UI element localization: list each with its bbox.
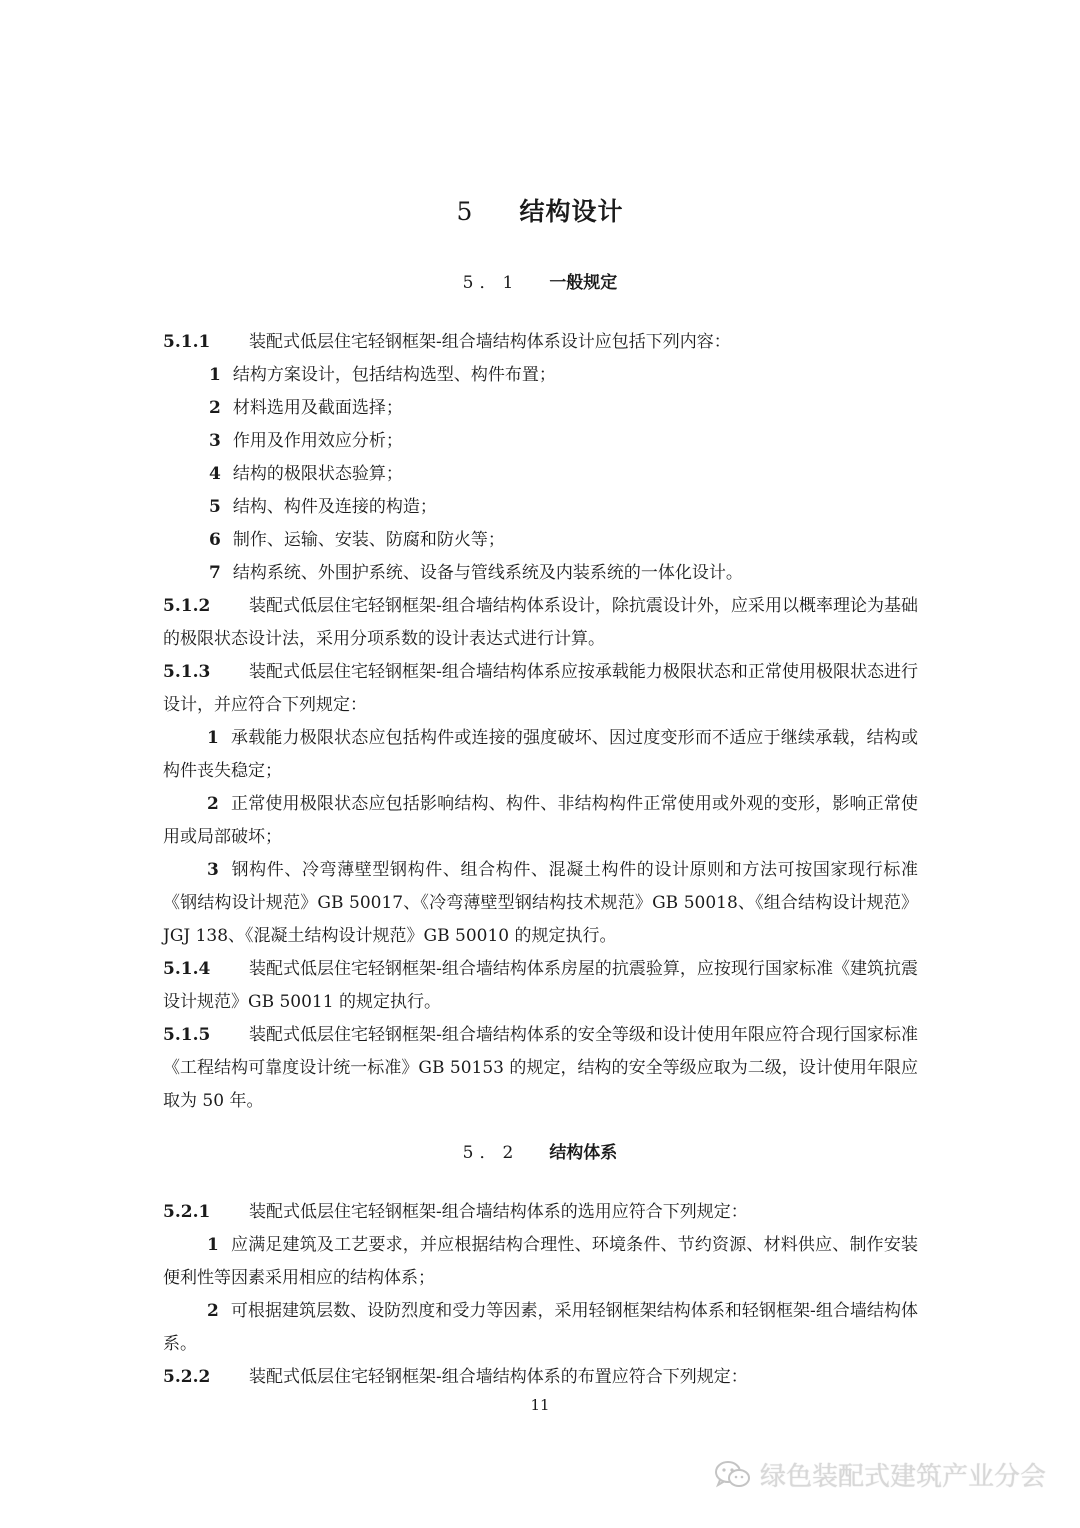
item-text: 应满足建筑及工艺要求，并应根据结构合理性、环境条件、节约资源、材料供应、制作安装便利性等因素采用相应的结构体系； — [163, 1235, 918, 1288]
item-number: 6 — [209, 530, 221, 550]
clause-number: 5.1.1 — [163, 332, 211, 352]
list-item — [163, 1295, 918, 1361]
item-text: 结构方案设计，包括结构选型、构件布置； — [232, 365, 556, 385]
clause-text: 装配式低层住宅轻钢框架-组合墙结构体系设计，除抗震设计外，应采用以概率理论为基础的极限状态设计法，采用分项系数的设计表达式进行计算。 — [163, 596, 918, 649]
watermark-text: 绿色装配式建筑产业分会 — [759, 1462, 1046, 1492]
item-number: 3 — [207, 860, 219, 880]
item-text: 材料选用及截面选择； — [232, 398, 403, 418]
clause-5-1-1 — [163, 326, 918, 359]
clause-text: 装配式低层住宅轻钢框架-组合墙结构体系房屋的抗震验算，应按现行国家标准《建筑抗震设计规范》GB 50011 的规定执行。 — [163, 959, 918, 1012]
list-item — [163, 425, 918, 458]
item-text: 作用及作用效应分析； — [232, 431, 403, 451]
list-item — [163, 359, 918, 392]
section-title-text: 结构体系 — [549, 1143, 618, 1163]
item-text: 结构的极限状态验算； — [232, 464, 403, 484]
chapter-number: 5 — [456, 197, 474, 226]
clause-5-1-3 — [163, 656, 918, 722]
item-text: 钢构件、冷弯薄壁型钢构件、组合构件、混凝土构件的设计原则和方法可按国家现行标准《钢结构设计规范》GB 50017、《冷弯薄壁型钢结构技术规范》GB 50018、《组合结构设计规范》JGJ 138、《混凝土结构设计规范》GB 50010 的规定执行。 — [163, 860, 918, 946]
section-title-5-1 — [0, 268, 1080, 293]
wechat-icon — [714, 1459, 752, 1491]
clause-number: 5.2.1 — [163, 1202, 211, 1222]
item-number: 1 — [207, 728, 219, 748]
item-text: 正常使用极限状态应包括影响结构、构件、非结构构件正常使用或外观的变形，影响正常使用或局部破坏； — [163, 794, 918, 847]
item-number: 5 — [209, 497, 221, 517]
item-number: 4 — [209, 464, 221, 484]
clause-5-2-1 — [163, 1196, 918, 1229]
item-text: 结构系统、外围护系统、设备与管线系统及内装系统的一体化设计。 — [232, 563, 743, 583]
clause-number: 5.1.4 — [163, 959, 211, 979]
clause-number: 5.1.5 — [163, 1025, 211, 1045]
clause-5-1-2 — [163, 590, 918, 656]
section-5-2-body — [163, 1196, 918, 1394]
item-number: 7 — [209, 563, 221, 583]
clause-number: 5.1.2 — [163, 596, 211, 616]
item-number: 1 — [209, 365, 221, 385]
list-item — [163, 854, 918, 953]
list-item — [163, 392, 918, 425]
clause-5-1-5 — [163, 1019, 918, 1118]
item-number: 1 — [207, 1235, 219, 1255]
item-text: 制作、运输、安装、防腐和防火等； — [232, 530, 505, 550]
clause-text: 装配式低层住宅轻钢框架-组合墙结构体系的选用应符合下列规定： — [249, 1202, 748, 1222]
clause-text: 装配式低层住宅轻钢框架-组合墙结构体系的安全等级和设计使用年限应符合现行国家标准《工程结构可靠度设计统一标准》GB 50153 的规定，结构的安全等级应取为二级，设计使用年限应取为 50 年。 — [163, 1025, 918, 1111]
item-number: 2 — [207, 1301, 219, 1321]
section-title-text: 一般规定 — [549, 273, 618, 293]
clause-number: 5.1.3 — [163, 662, 211, 682]
clause-text: 装配式低层住宅轻钢框架-组合墙结构体系的布置应符合下列规定： — [249, 1367, 748, 1387]
page-number: 11 — [530, 1396, 550, 1414]
clause-text: 装配式低层住宅轻钢框架-组合墙结构体系设计应包括下列内容： — [249, 332, 731, 352]
list-item — [163, 1229, 918, 1295]
item-number: 2 — [207, 794, 219, 814]
section-5-1-body — [163, 326, 918, 1118]
clause-5-2-2 — [163, 1361, 918, 1394]
list-item — [163, 557, 918, 590]
list-item — [163, 458, 918, 491]
clause-number: 5.2.2 — [163, 1367, 211, 1387]
chapter-title — [0, 192, 1080, 228]
watermark — [714, 1456, 1046, 1493]
section-title-5-2 — [0, 1138, 1080, 1163]
item-number: 2 — [209, 398, 221, 418]
list-item — [163, 722, 918, 788]
section-number: 5．2 — [462, 1143, 520, 1163]
chapter-title-text: 结构设计 — [519, 197, 624, 226]
list-item — [163, 524, 918, 557]
item-text: 结构、构件及连接的构造； — [232, 497, 437, 517]
item-text: 可根据建筑层数、设防烈度和受力等因素，采用轻钢框架结构体系和轻钢框架-组合墙结构体系。 — [163, 1301, 918, 1354]
section-number: 5．1 — [462, 273, 520, 293]
item-number: 3 — [209, 431, 221, 451]
clause-5-1-4 — [163, 953, 918, 1019]
list-item — [163, 788, 918, 854]
clause-text: 装配式低层住宅轻钢框架-组合墙结构体系应按承载能力极限状态和正常使用极限状态进行设计，并应符合下列规定： — [163, 662, 918, 715]
list-item — [163, 491, 918, 524]
item-text: 承载能力极限状态应包括构件或连接的强度破坏、因过度变形而不适应于继续承载，结构或构件丧失稳定； — [163, 728, 918, 781]
